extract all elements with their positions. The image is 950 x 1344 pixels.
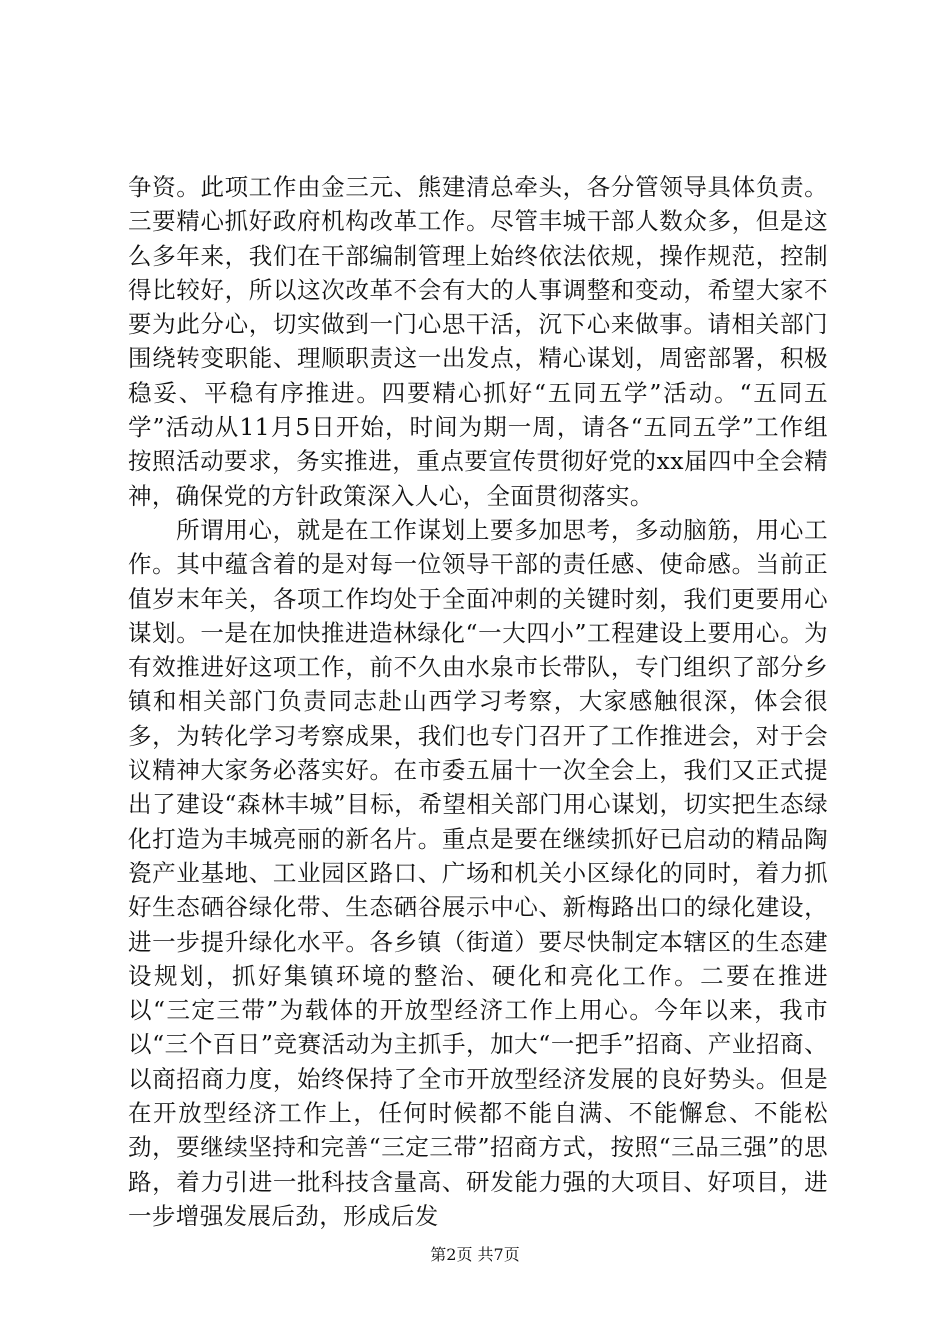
paragraph-continuation: 争资。此项工作由金三元、熊建清总牵头，各分管领导具体负责。三要精心抓好政府机构改革工作。尽管丰城干部人数众多，但是这么多年来，我们在干部编制管理上始终依法依规，操作规范，控制得比较好，所以这次改革不会有大的人事调整和变动，希望大家不要为此分心，切实做到一门心思干活，沉下心来做事。请相关部门围绕转变职能、理顺职责这一出发点，精心谋划，周密部署，积极稳妥、平稳有序推进。四要精心抓好“五同五学”活动。“五同五学”活动从11月5日开始，时间为期一周，请各“五同五学”工作组按照活动要求，务实推进，重点要宣传贯彻好党的xx届四中全会精神，确保党的方针政策深入人心，全面贯彻落实。 [128,173,828,510]
paragraph-yongxin: 所谓用心，就是在工作谋划上要多加思考，多动脑筋，用心工作。其中蕴含着的是对每一位领导干部的责任感、使命感。当前正值岁末年关，各项工作均处于全面冲刺的关键时刻，我们更要用心谋划。一是在加快推进造林绿化“一大四小”工程建设上要用心。为有效推进好这项工作，前不久由水泉市长带队，专门组织了部分乡镇和相关部门负责同志赴山西学习考察，大家感触很深，体会很多，为转化学习考察成果，我们也专门召开了工作推进会，对于会议精神大家务必落实好。在市委五届十一次全会上，我们又正式提出了建设“森林丰城”目标，希望相关部门用心谋划，切实把生态绿化打造为丰城亮丽的新名片。重点是要在继续抓好已启动的精品陶瓷产业基地、工业园区路口、广场和机关小区绿化的同时，着力抓好生态硒谷绿化带、生态硒谷展示中心、新梅路出口的绿化建设，进一步提升绿化水平。各乡镇（街道）要尽快制定本辖区的生态建设规划，抓好集镇环境的整治、硬化和亮化工作。二要在推进以“三定三带”为载体的开放型经济工作上用心。今年以来，我市以“三个百日”竞赛活动为主抓手，加大“一把手”招商、产业招商、以商招商力度，始终保持了全市开放型经济发展的良好势头。但是在开放型经济工作上，任何时候都不能自满、不能懈怠、不能松劲，要继续坚持和完善“三定三带”招商方式，按照“三品三强”的思路，着力引进一批科技含量高、研发能力强的大项目、好项目，进一步增强发展后劲，形成后发 [128,515,828,1230]
document-body [128,170,828,1233]
page-number-footer: 第2页 共7页 [430,1245,520,1264]
